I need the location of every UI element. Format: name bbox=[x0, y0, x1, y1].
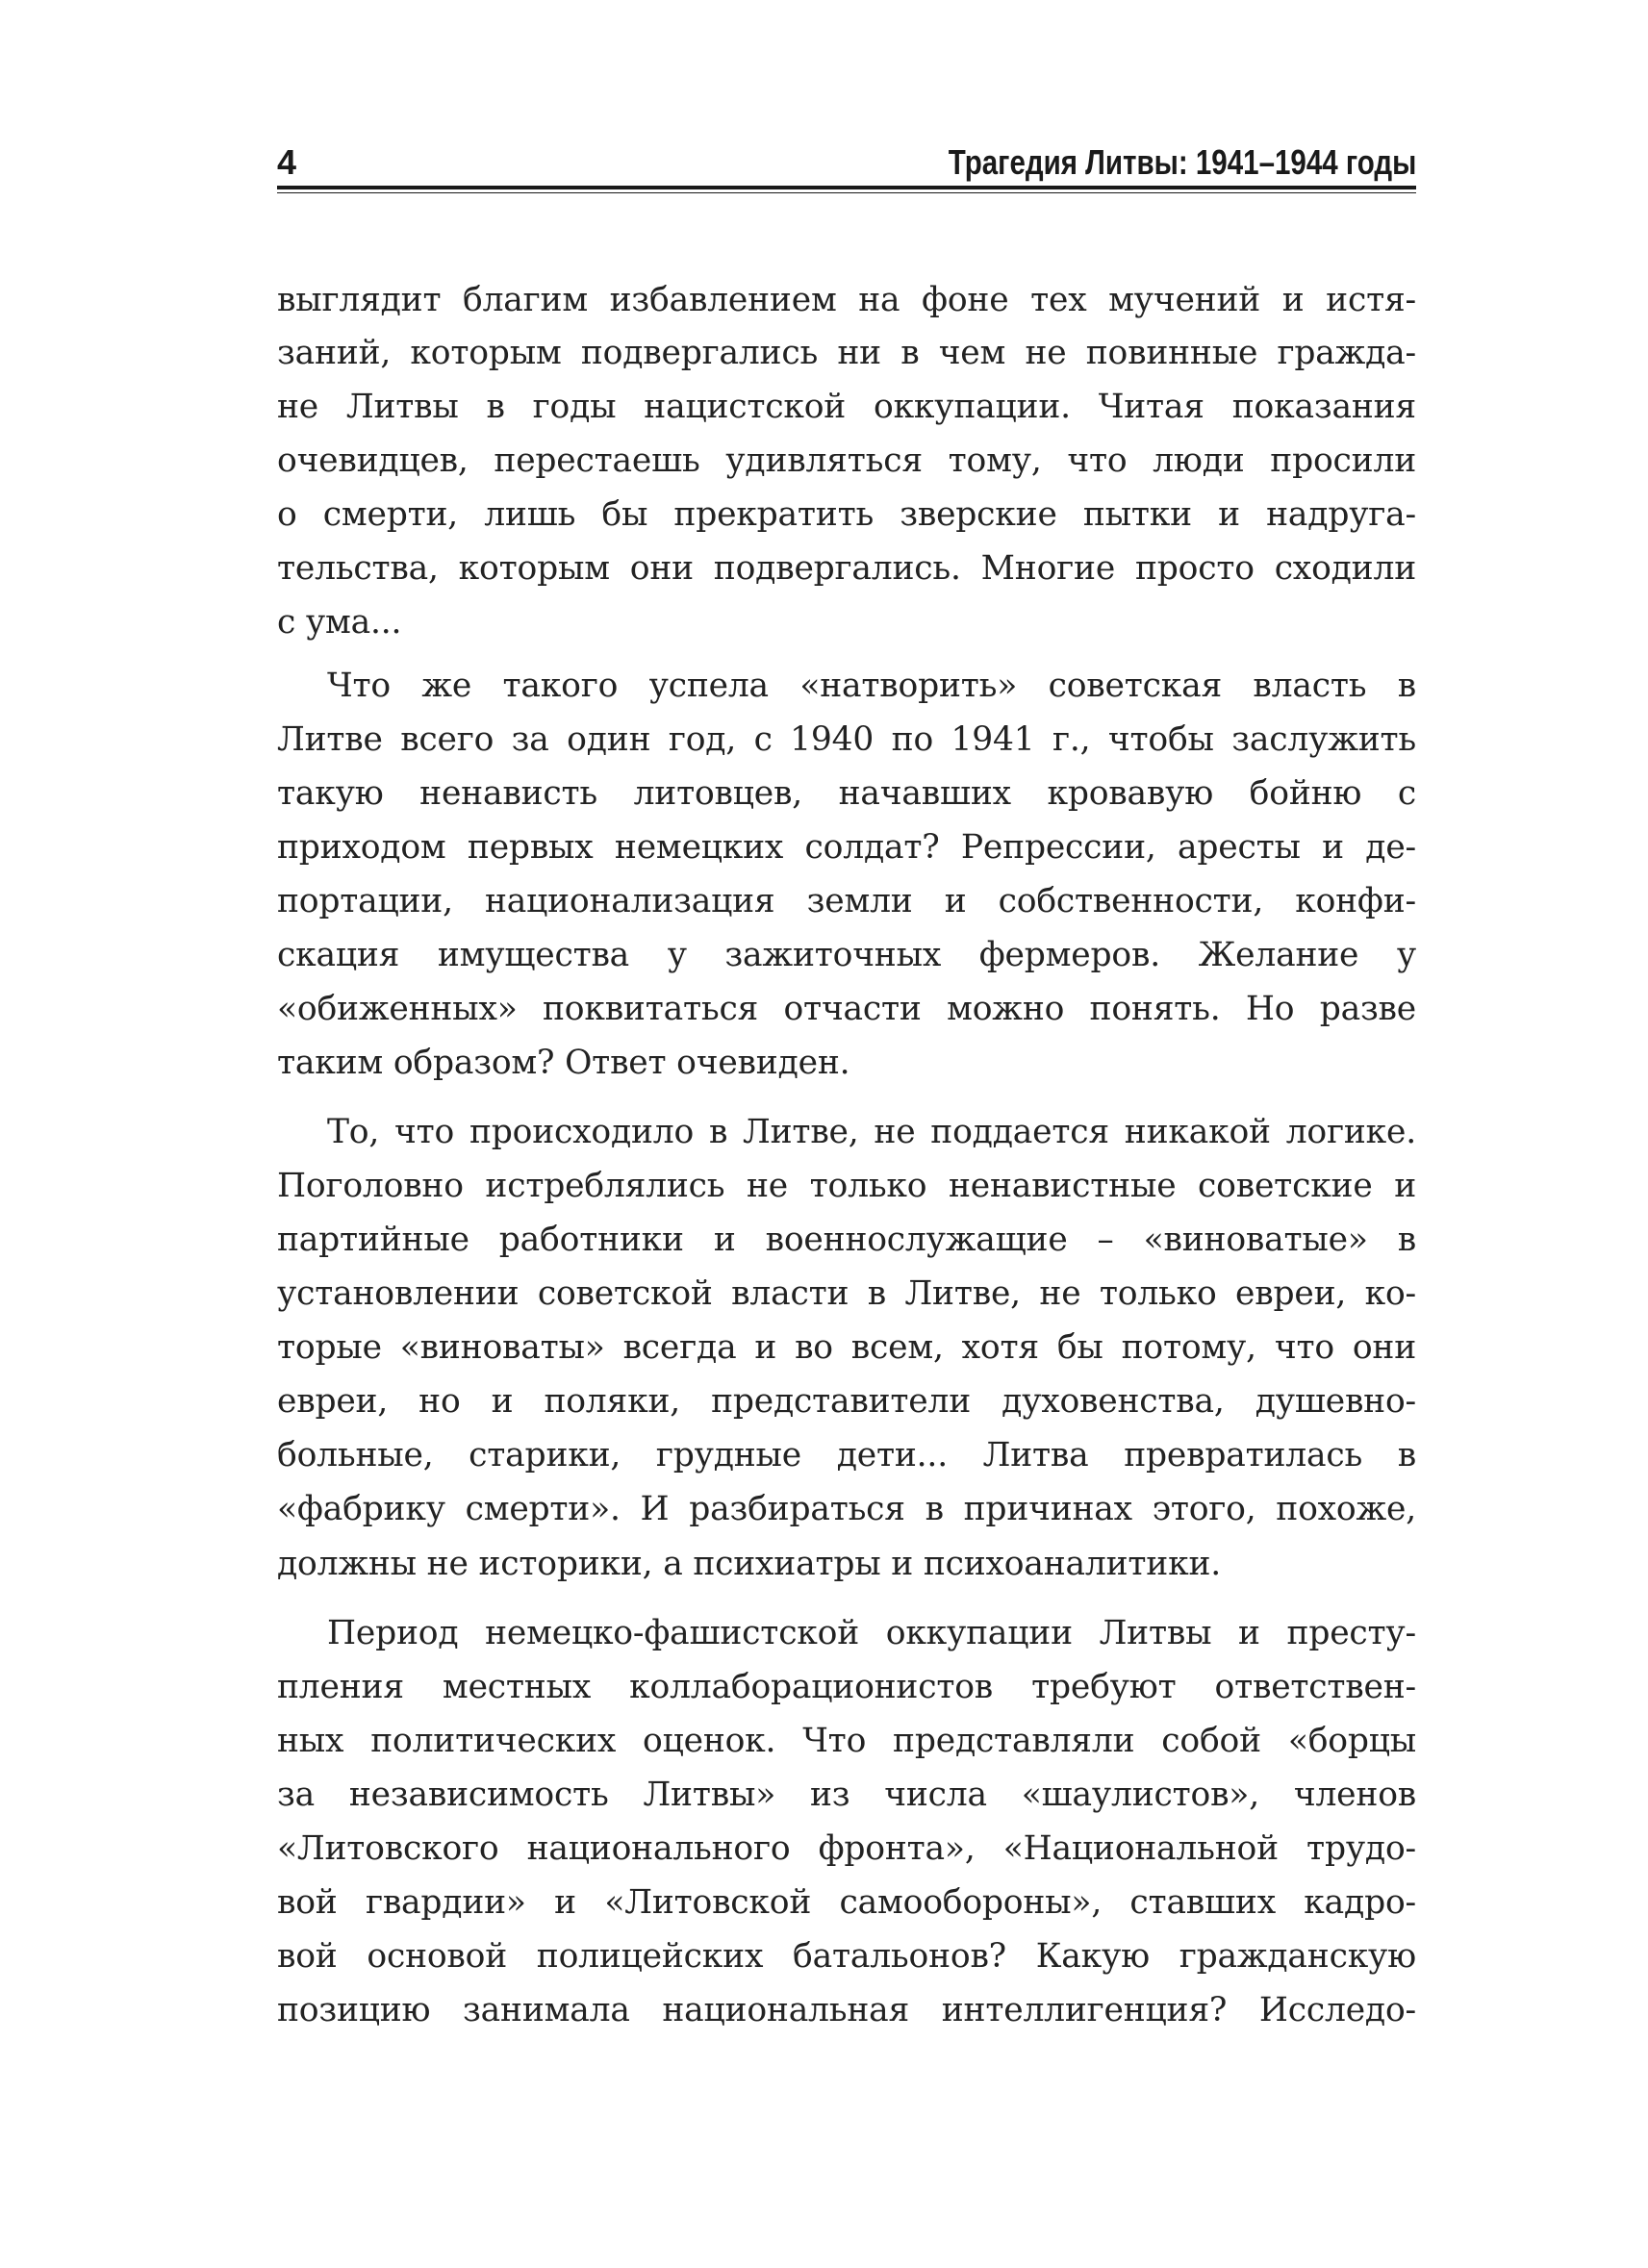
header-rule-thin bbox=[277, 192, 1416, 193]
page-number: 4 bbox=[277, 142, 297, 182]
text-line: тельства, которым они подвергались. Многие просто сходили bbox=[277, 549, 1416, 588]
text-line: Что же такого успела «натворить» советская власть в bbox=[327, 667, 1416, 705]
text-line: портации, национализация земли и собственности, конфи- bbox=[277, 882, 1416, 920]
text-line: очевидцев, перестаешь удивляться тому, что люди просили bbox=[277, 441, 1416, 480]
running-title: Трагедия Литвы: 1941–1944 годы bbox=[948, 142, 1416, 182]
text-line: ных политических оценок. Что представляли собой «борцы bbox=[277, 1722, 1416, 1760]
text-line: позицию занимала национальная интеллигенция? Исследо- bbox=[277, 1991, 1416, 2029]
text-line: установлении советской власти в Литве, не только евреи, ко- bbox=[277, 1274, 1416, 1313]
text-line: «фабрику смерти». И разбираться в причинах этого, похоже, bbox=[277, 1490, 1416, 1528]
text-line: партийные работники и военнослужащие – «виноватые» в bbox=[277, 1221, 1416, 1259]
text-line: должны не историки, а психиатры и психоаналитики. bbox=[277, 1545, 1222, 1583]
running-header bbox=[277, 142, 1416, 190]
text-line: Литве всего за один год, с 1940 по 1941 г., чтобы заслужить bbox=[277, 720, 1416, 759]
text-line: приходом первых немецких солдат? Репрессии, аресты и де- bbox=[277, 828, 1416, 867]
text-line: «Литовского национального фронта», «Национальной трудо- bbox=[277, 1829, 1416, 1868]
text-line: больные, старики, грудные дети... Литва превратилась в bbox=[277, 1436, 1416, 1474]
text-line: торые «виноваты» всегда и во всем, хотя бы потому, что они bbox=[277, 1328, 1416, 1367]
text-line: заний, которым подвергались ни в чем не повинные гражда- bbox=[277, 334, 1416, 372]
text-line: То, что происходило в Литве, не поддается никакой логике. bbox=[327, 1113, 1416, 1151]
text-line: выглядит благим избавлением на фоне тех мучений и истя- bbox=[277, 281, 1416, 319]
text-line: с ума... bbox=[277, 603, 402, 642]
text-line: скация имущества у зажиточных фермеров. Желание у bbox=[277, 936, 1416, 974]
text-line: вой основой полицейских батальонов? Какую гражданскую bbox=[277, 1937, 1416, 1976]
text-line: о смерти, лишь бы прекратить зверские пытки и надруга- bbox=[277, 495, 1416, 534]
text-line: вой гвардии» и «Литовской самообороны», ставших кадро- bbox=[277, 1883, 1416, 1922]
text-line: такую ненависть литовцев, начавших кровавую бойню с bbox=[277, 774, 1416, 813]
text-line: не Литвы в годы нацистской оккупации. Читая показания bbox=[277, 388, 1416, 426]
text-line: за независимость Литвы» из числа «шаулистов», членов bbox=[277, 1776, 1416, 1814]
text-line: «обиженных» поквитаться отчасти можно понять. Но разве bbox=[277, 990, 1416, 1028]
text-line: Период немецко-фашистской оккупации Литвы и престу- bbox=[327, 1614, 1416, 1652]
header-rule bbox=[277, 186, 1416, 189]
text-line: пления местных коллаборационистов требуют ответствен- bbox=[277, 1668, 1416, 1706]
text-line: евреи, но и поляки, представители духовенства, душевно- bbox=[277, 1382, 1416, 1421]
text-line: Поголовно истреблялись не только ненавистные советские и bbox=[277, 1167, 1416, 1205]
text-line: таким образом? Ответ очевиден. bbox=[277, 1044, 850, 1082]
